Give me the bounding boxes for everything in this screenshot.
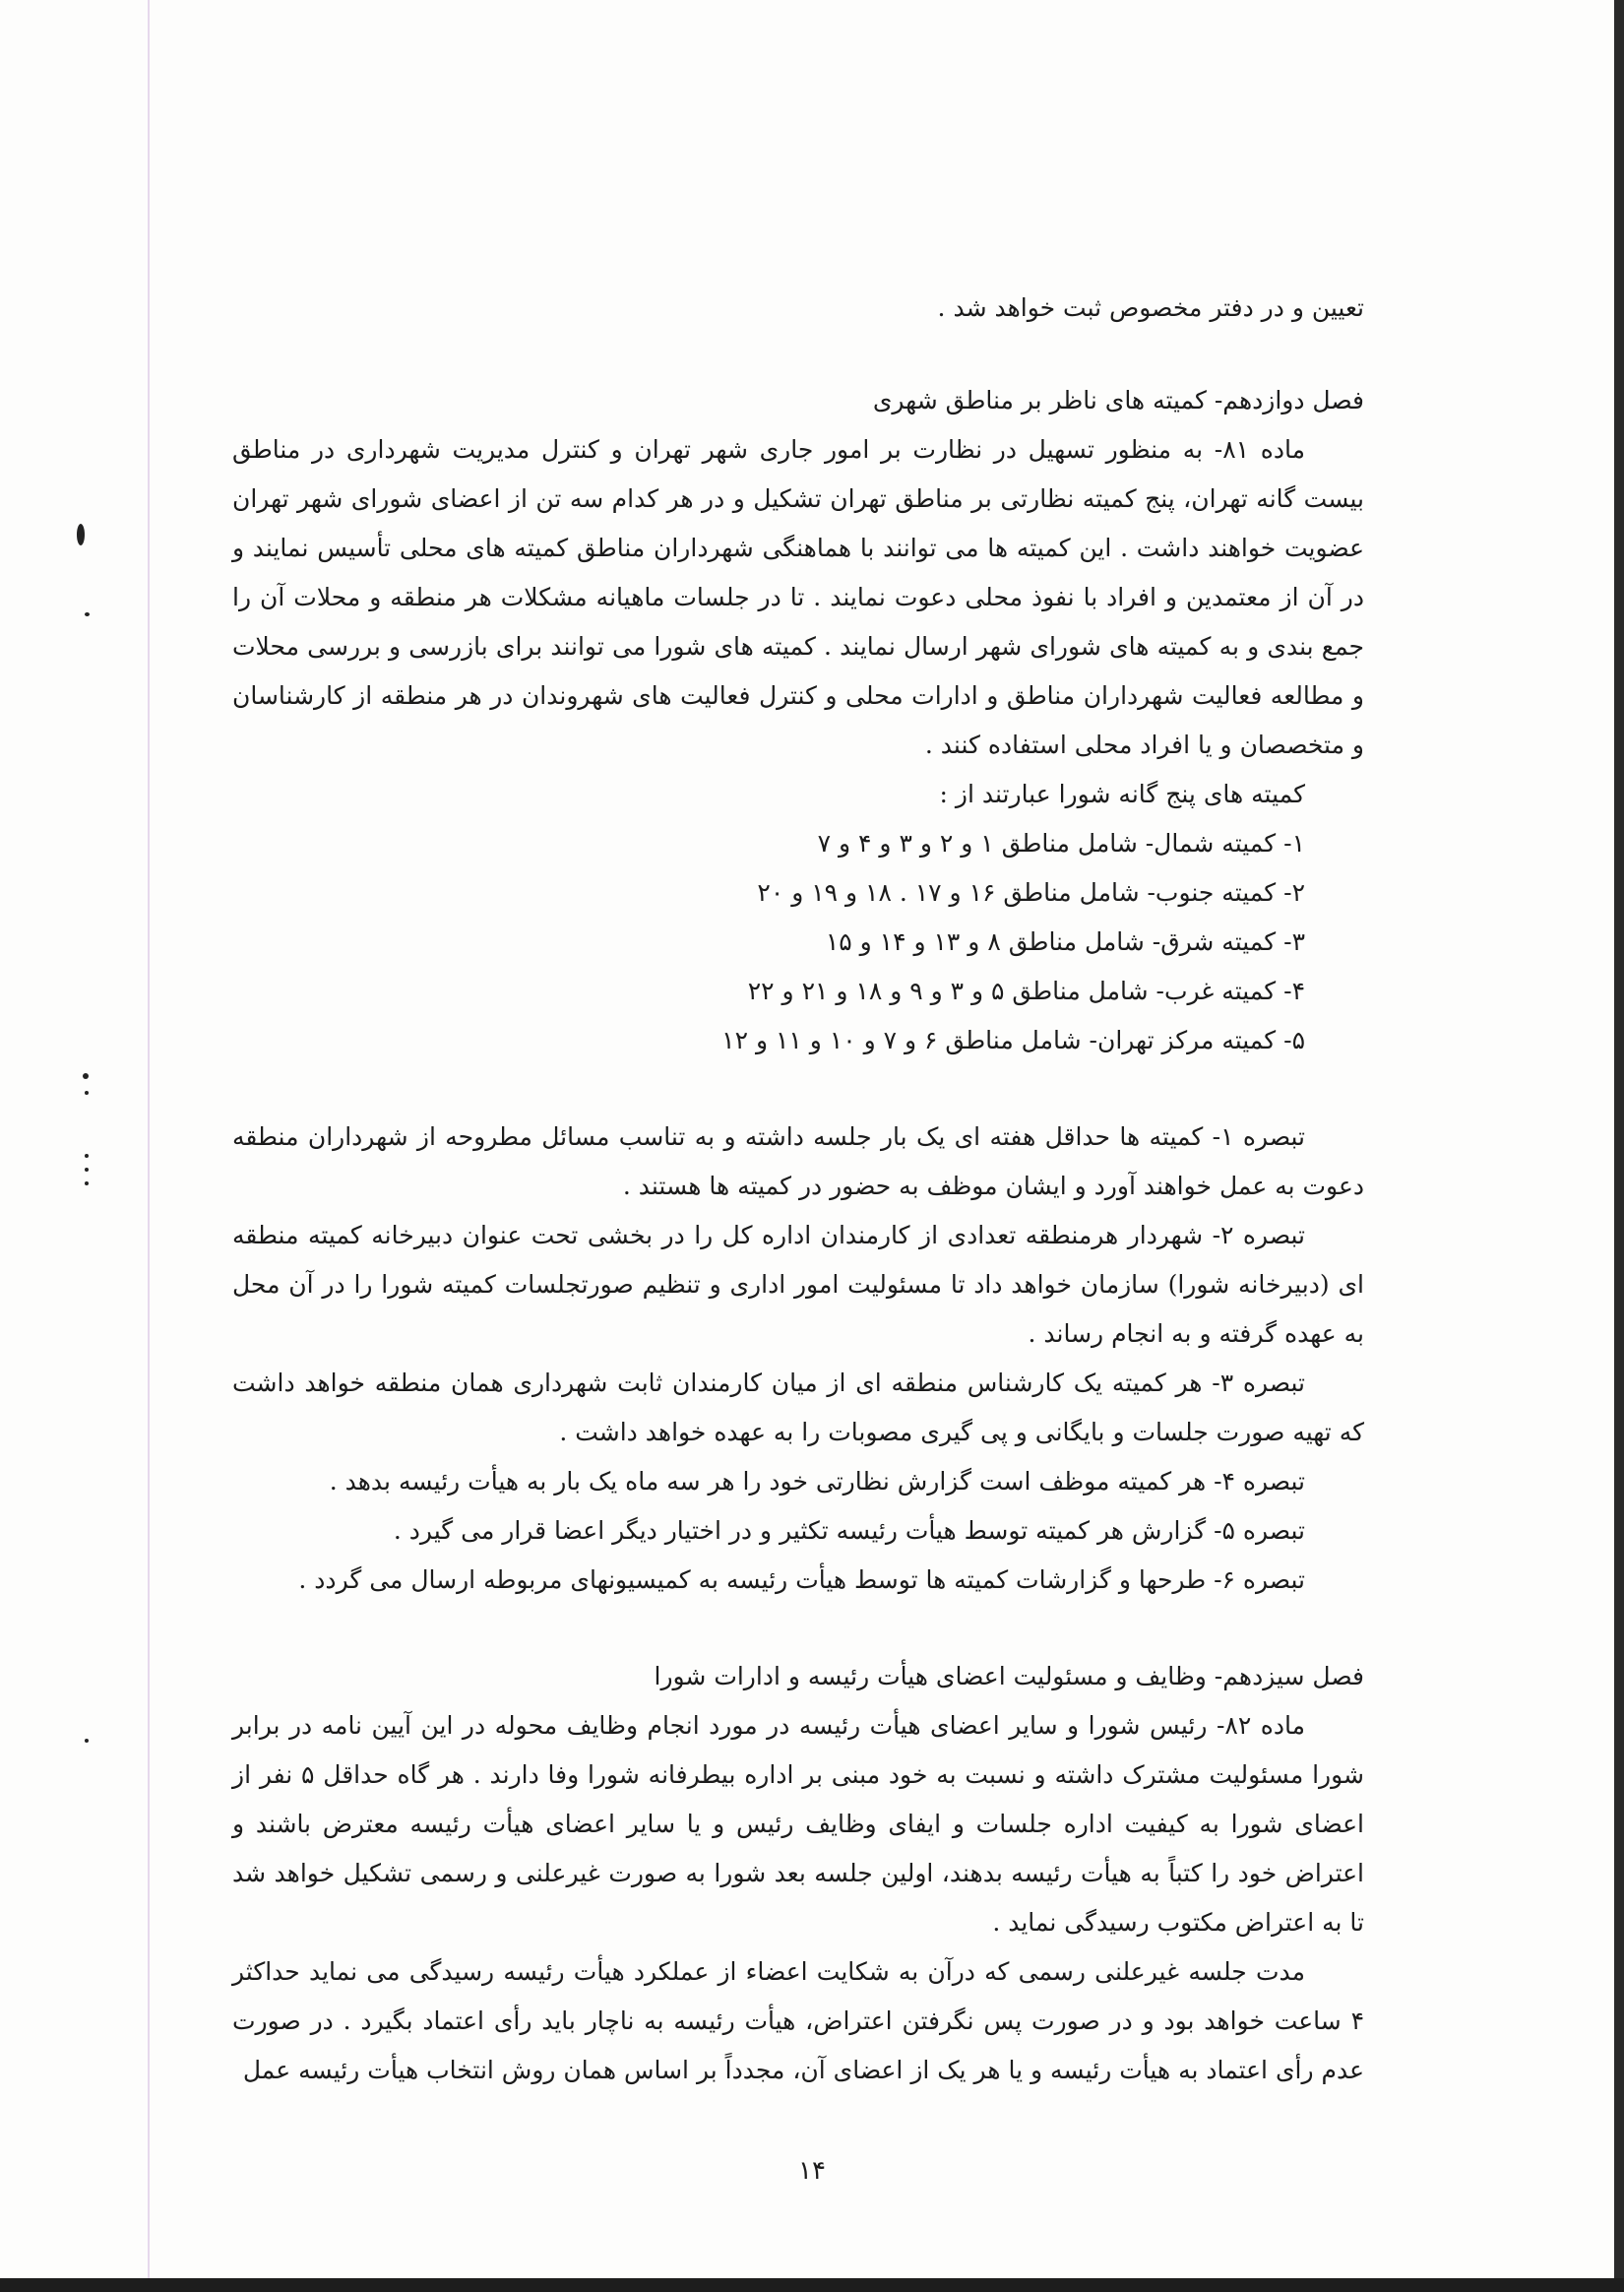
chapter-12-heading: فصل دوازدهم- کمیته های ناظر بر مناطق شهری: [872, 386, 1364, 414]
punch-mark: [77, 524, 85, 545]
note-5: تبصره ۵- گزارش هر کمیته توسط هیأت رئیسه تکثیر و در اختیار دیگر اعضا قرار می گیرد .: [393, 1516, 1305, 1545]
punch-mark: [85, 1181, 89, 1185]
chapter-13-heading: فصل سیزدهم- وظایف و مسئولیت اعضای هیأت رئیسه و ادارات شورا: [654, 1662, 1364, 1690]
page-fold-line: [148, 0, 150, 2292]
note-3: تبصره ۳- هر کمیته یک کارشناس منطقه ای از میان کارمندان ثابت شهرداری همان منطقه خواهد داشت که تهیه صورت جلسات و بایگانی و پی گیری مصوبات را به عهده خواهد داشت .: [232, 1369, 1364, 1446]
committee-item: ۴- کمیته غرب- شامل مناطق ۵ و ۳ و ۹ و ۱۸ و ۲۱ و ۲۲: [747, 977, 1305, 1005]
continuation-line: تعیین و در دفتر مخصوص ثبت خواهد شد .: [937, 293, 1364, 322]
punch-mark: [83, 1073, 89, 1079]
committee-item: ۵- کمیته مرکز تهران- شامل مناطق ۶ و ۷ و ۱۰ و ۱۱ و ۱۲: [721, 1026, 1305, 1054]
article-82: ماده ۸۲- رئیس شورا و سایر اعضای هیأت رئیسه در مورد انجام وظایف محوله در این آیین نامه در برابر شورا مسئولیت مشترک داشته و نسبت به خود مبنی بر اداره بیطرفانه شورا وفا دارند . هر گاه حداقل ۵ نفر از اعضای شورا به کیفیت اداره جلسات و ایفای وظایف رئیس و یا سایر اعضای هیأت رئیسه معترض باشند و اعتراض خود را کتباً به هیأت رئیسه بدهند، اولین جلسه بعد شورا به صورت غیرعلنی و رسمی تشکیل خواهد شد تا به اعتراض مکتوب رسیدگی نماید .: [232, 1711, 1364, 1937]
punch-mark: [85, 1091, 89, 1095]
page-number: ۱۴: [798, 2156, 826, 2186]
punch-mark: [85, 1168, 89, 1172]
document-body: [232, 284, 1364, 2095]
punch-mark: [85, 1154, 89, 1158]
committee-item: ۲- کمیته جنوب- شامل مناطق ۱۶ و ۱۷ . ۱۸ و ۱۹ و ۲۰: [757, 878, 1305, 907]
punch-mark: [85, 612, 90, 616]
note-6: تبصره ۶- طرحها و گزارشات کمیته ها توسط هیأت رئیسه به کمیسیونهای مربوطه ارسال می گردد .: [298, 1565, 1305, 1594]
article-81: ماده ۸۱- به منظور تسهیل در نظارت بر امور جاری شهر تهران و کنترل مدیریت شهرداری در مناطق بیست گانه تهران، پنج کمیته نظارتی بر مناطق تهران تشکیل و در هر کدام سه تن از اعضای شورای شهر تهران عضویت خواهند داشت . این کمیته ها می توانند با هماهنگی شهرداران مناطق کمیته های محلی تأسیس نمایند و در آن از معتمدین و افراد با نفوذ محلی دعوت نمایند . تا در جلسات ماهیانه مشکلات هر منطقه و محلات آن را جمع بندی و به کمیته های شورای شهر ارسال نمایند . کمیته های شورا می توانند برای بازرسی و بررسی محلات و مطالعه فعالیت شهرداران مناطق و ادارات محلی و کنترل فعالیت های شهروندان در هر منطقه از کارشناسان و متخصصان و یا افراد محلی استفاده کنند .: [232, 435, 1364, 759]
note-1: تبصره ۱- کمیته ها حداقل هفته ای یک بار جلسه داشته و به تناسب مسائل مطروحه از شهرداران منطقه دعوت به عمل خواهند آورد و ایشان موظف به حضور در کمیته ها هستند .: [232, 1122, 1364, 1200]
note-2: تبصره ۲- شهردار هرمنطقه تعدادی از کارمندان اداره کل را در بخشی تحت عنوان دبیرخانه کمیته منطقه ای (دبیرخانه شورا) سازمان خواهد داد تا مسئولیت امور اداری و تنظیم صورتجلسات کمیته شورا را در آن محل به عهده گرفته و به انجام رساند .: [232, 1221, 1364, 1348]
note-4: تبصره ۴- هر کمیته موظف است گزارش نظارتی خود را هر سه ماه یک بار به هیأت رئیسه بدهد .: [329, 1467, 1305, 1496]
scan-edge-bottom: [0, 2278, 1624, 2292]
article-82-paragraph-2: مدت جلسه غیرعلنی رسمی که درآن به شکایت اعضاء از عملکرد هیأت رئیسه رسیدگی می نماید حداکثر ۴ ساعت خواهد بود و در صورت پس نگرفتن اعتراض، هیأت رئیسه به ناچار باید رأی اعتماد بگیرد . در صورت عدم رأی اعتماد به هیأت رئیسه و یا هر یک از اعضای آن، مجدداً بر اساس همان روش انتخاب هیأت رئیسه عمل: [232, 1957, 1364, 2084]
committee-item: ۱- کمیته شمال- شامل مناطق ۱ و ۲ و ۳ و ۴ و ۷: [817, 829, 1305, 858]
committee-item: ۳- کمیته شرق- شامل مناطق ۸ و ۱۳ و ۱۴ و ۱۵: [825, 927, 1305, 956]
punch-mark: [85, 1739, 89, 1743]
committee-list-intro: کمیته های پنج گانه شورا عبارتند از :: [939, 780, 1305, 808]
scan-edge-right: [1614, 0, 1624, 2292]
